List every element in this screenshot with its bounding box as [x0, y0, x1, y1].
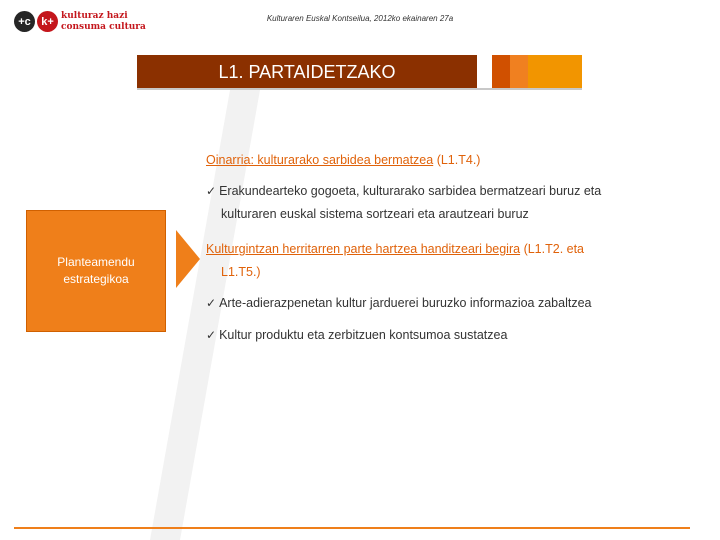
bullet-item [206, 184, 601, 198]
heading-participation [206, 242, 584, 256]
checkmark-icon: ✓ [206, 184, 217, 198]
heading-basis [206, 153, 480, 167]
heading-basis-text: Oinarria: kulturarako sarbidea bermatzea [206, 153, 434, 167]
heading-participation-ref-1: (L1.T2. eta [523, 242, 585, 256]
bottom-rule [14, 527, 690, 529]
bullet-item [206, 296, 592, 310]
bullet-1-line-2: kulturaren euskal sistema sortzeari eta arautzeari buruz [221, 207, 529, 221]
slide-title: L1. PARTAIDETZAKO [137, 55, 477, 90]
header-text: Kulturaren Euskal Kontseilua, 2012ko ekainaren 27a [266, 14, 454, 23]
bullet-item [206, 328, 507, 342]
checkmark-icon: ✓ [206, 328, 217, 342]
heading-participation-ref-2: L1.T5.) [221, 265, 261, 279]
title-decor-square [492, 55, 510, 90]
right-arrow-icon [176, 230, 200, 288]
bullet-1-line-1: Erakundearteko gogoeta, kulturarako sarbidea bermatzeari buruz eta [219, 184, 602, 198]
logo [14, 8, 146, 38]
logo-text-line-2: consuma cultura [61, 22, 146, 32]
strategic-approach-box [26, 210, 166, 332]
title-underline [137, 88, 582, 90]
bullet-2-text: Arte-adierazpenetan kultur jarduerei buruzko informazioa zabaltzea [219, 296, 592, 310]
logo-mark-k-plus: k+ [37, 11, 58, 32]
heading-participation-text: Kulturgintzan herritarren parte hartzea handitzeari begira [206, 242, 521, 256]
logo-mark-plus-c: +c [14, 11, 35, 32]
bullet-3-text: Kultur produktu eta zerbitzuen kontsumoa sustatzea [219, 328, 508, 342]
title-decor-square [540, 55, 582, 90]
checkmark-icon: ✓ [206, 296, 217, 310]
side-box-line-2: estrategikoa [63, 272, 129, 286]
heading-basis-ref: (L1.T4.) [436, 153, 481, 167]
title-decor-square [510, 55, 528, 90]
side-box-line-1: Planteamendu [57, 255, 135, 269]
logo-text-line-1: kulturaz hazi [61, 11, 128, 21]
